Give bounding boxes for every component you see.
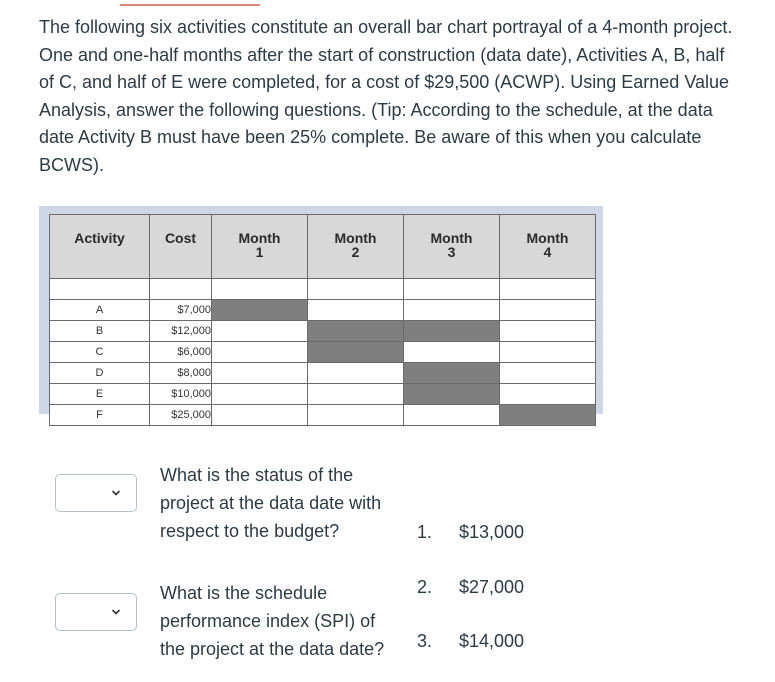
answer-dropdown-2[interactable]	[55, 593, 137, 631]
cropped-header	[0, 0, 775, 8]
schedule-bar-month-1	[212, 300, 308, 321]
empty-month-1	[212, 384, 308, 405]
empty-month-1	[212, 342, 308, 363]
activity-label: B	[50, 321, 150, 342]
activity-row	[50, 342, 596, 363]
empty-month-4	[500, 342, 596, 363]
activity-cost: $8,000	[150, 363, 212, 384]
empty-month-1	[212, 321, 308, 342]
schedule-bar-month-4	[500, 405, 596, 426]
activity-label: D	[50, 363, 150, 384]
bar-chart-figure	[39, 206, 603, 421]
answer-option-1: 1. $13,000	[417, 522, 525, 542]
schedule-bar-month-3	[404, 363, 500, 384]
empty-month-3	[404, 342, 500, 363]
header-month-2: Month 2	[308, 215, 404, 279]
answer-option-2: 2. $27,000	[417, 577, 525, 597]
question-2-text: What is the schedule performance index (SPI) of the project at the data date?	[160, 583, 385, 659]
empty-month-2	[308, 300, 404, 321]
schedule-bar-month-3	[404, 321, 500, 342]
header-month-1: Month 1	[212, 215, 308, 279]
header-month-3: Month 3	[404, 215, 500, 279]
cropped-question-title	[120, 0, 260, 6]
activity-label: C	[50, 342, 150, 363]
activity-cost: $7,000	[150, 300, 212, 321]
activity-row	[50, 363, 596, 384]
empty-month-3	[404, 405, 500, 426]
activity-label: F	[50, 405, 150, 426]
header-month-4: Month 4	[500, 215, 596, 279]
activity-cost: $10,000	[150, 384, 212, 405]
answer-dropdown-1[interactable]	[55, 474, 137, 512]
activity-label: E	[50, 384, 150, 405]
schedule-bar-month-2	[308, 321, 404, 342]
answer-option-3: 3. $14,000	[417, 631, 525, 651]
chevron-down-icon	[110, 487, 122, 499]
empty-month-2	[308, 405, 404, 426]
activity-row	[50, 405, 596, 426]
chevron-down-icon	[110, 606, 122, 618]
empty-month-4	[500, 300, 596, 321]
empty-month-4	[500, 384, 596, 405]
activity-row	[50, 321, 596, 342]
activity-label: A	[50, 300, 150, 321]
question-1-text: What is the status of the project at the data date with respect to the budget?	[160, 465, 382, 541]
schedule-bar-month-2	[308, 342, 404, 363]
activity-cost: $12,000	[150, 321, 212, 342]
activity-row	[50, 300, 596, 321]
empty-month-1	[212, 405, 308, 426]
activity-row	[50, 384, 596, 405]
empty-month-1	[212, 363, 308, 384]
schedule-bar-month-3	[404, 384, 500, 405]
activity-cost: $6,000	[150, 342, 212, 363]
question-intro: The following six activities constitute an overall bar chart portrayal of a 4-month project. One and one-half months after the start of construction (data date), Activities A, B, half of C, and half of E were completed, for a cost of $29,500 (ACWP). Using Earned Value Analysis, answer the following questions. (Tip: According to the schedule, at the data date Activity B must have been 25% complete. Be aware of this when you calculate BCWS).	[39, 17, 733, 175]
empty-month-3	[404, 300, 500, 321]
header-cost: Cost	[150, 215, 212, 279]
empty-month-4	[500, 363, 596, 384]
empty-month-4	[500, 321, 596, 342]
header-activity: Activity	[50, 215, 150, 279]
empty-month-2	[308, 363, 404, 384]
activity-cost: $25,000	[150, 405, 212, 426]
schedule-bar-chart	[49, 214, 596, 426]
empty-month-2	[308, 384, 404, 405]
